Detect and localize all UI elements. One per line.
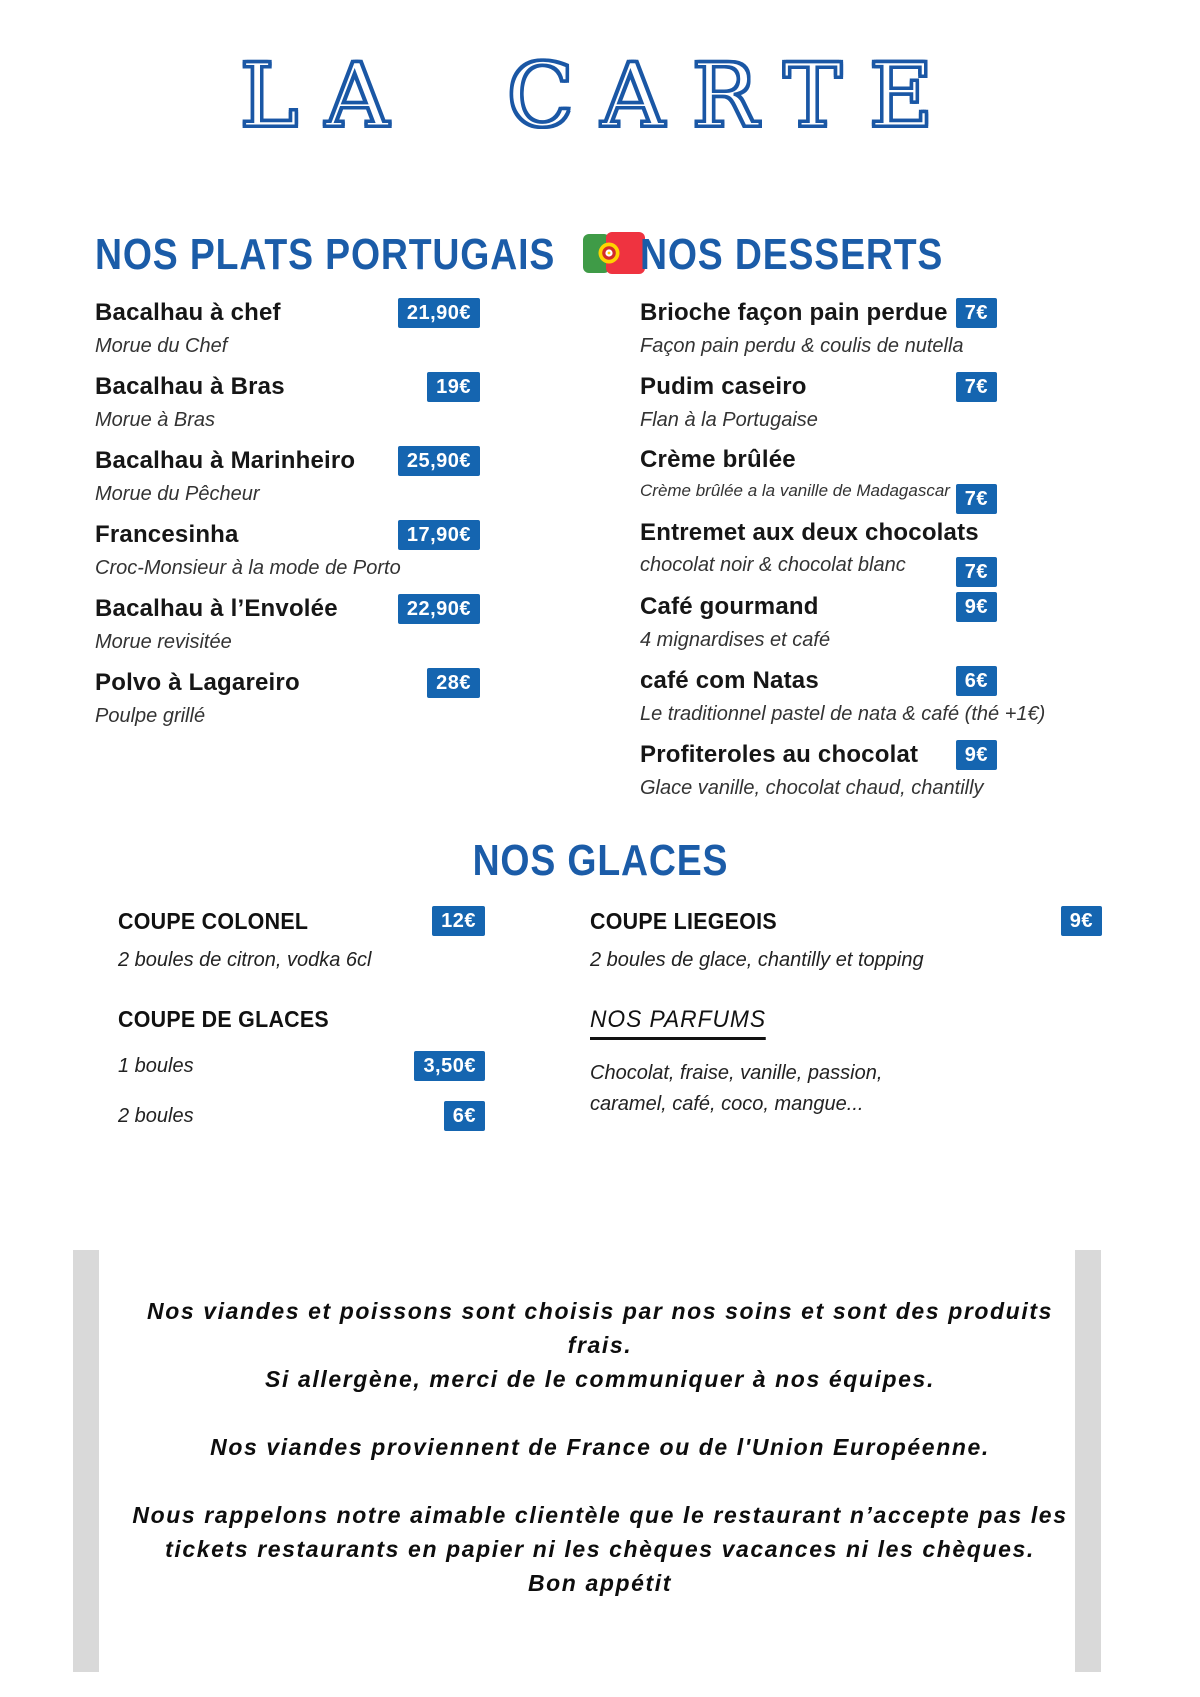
price-badge: 7€ xyxy=(956,484,997,514)
menu-item xyxy=(95,520,480,580)
item-name: Brioche façon pain perdue xyxy=(640,299,948,326)
item-description: Morue du Pêcheur xyxy=(95,483,260,505)
item-name: Bacalhau à Bras xyxy=(95,373,285,400)
menu-item xyxy=(95,668,480,728)
item-name: Bacalhau à l’Envolée xyxy=(95,595,338,622)
item-name: Entremet aux deux chocolats xyxy=(640,519,979,546)
footer-notice xyxy=(0,1250,1200,1672)
price-badge: 21,90€ xyxy=(398,298,480,328)
item-name: COUPE LIEGEOIS xyxy=(590,907,777,934)
section-glaces xyxy=(118,906,1102,1167)
item-description: Morue à Bras xyxy=(95,409,216,431)
item-description: Glace vanille, chocolat chaud, chantilly xyxy=(640,777,984,799)
menu-item xyxy=(95,298,480,358)
item-name: Bacalhau à chef xyxy=(95,299,281,326)
footer-line: Nos viandes proviennent de France ou de l'Union Européenne. xyxy=(210,1434,990,1460)
item-name: Francesinha xyxy=(95,521,239,548)
item-description: Poulpe grillé xyxy=(95,705,206,727)
item-description: Flan à la Portugaise xyxy=(640,409,818,431)
glaces-section-title: NOS GLACES xyxy=(472,836,728,885)
footer-text xyxy=(128,1294,1072,1600)
item-name: Polvo à Lagareiro xyxy=(95,669,300,696)
price-badge: 28€ xyxy=(427,668,480,698)
glaces-section-title-wrap xyxy=(0,836,1200,886)
item-description: Morue du Chef xyxy=(95,335,228,357)
menu-item xyxy=(640,740,997,800)
menu-item xyxy=(640,592,997,652)
item-name: Profiteroles au chocolat xyxy=(640,741,919,768)
price-badge: 7€ xyxy=(956,298,997,328)
section-plats-portugais xyxy=(95,226,556,814)
glaces-left-column xyxy=(118,906,485,1167)
item-description: chocolat noir & chocolat blanc xyxy=(640,554,906,576)
size-row xyxy=(118,1099,485,1133)
menu-item xyxy=(95,594,480,654)
plats-section-title: NOS PLATS PORTUGAIS xyxy=(95,230,556,279)
item-description: Le traditionnel pastel de nata & café (thé +1€) xyxy=(640,703,1046,725)
glaces-right-column xyxy=(590,906,1102,1167)
parfums-title: NOS PARFUMS xyxy=(590,1006,766,1040)
footer-line: Nous rappelons notre aimable clientèle que le restaurant n’accepte pas les tickets restaurants en papier ni les chèques vacances ni les chèques. xyxy=(132,1502,1068,1562)
item-description: 4 mignardises et café xyxy=(640,629,831,651)
price-badge: 12€ xyxy=(432,906,485,936)
price-badge: 9€ xyxy=(956,740,997,770)
page-title: LA CARTE xyxy=(239,44,961,147)
item-name: Café gourmand xyxy=(640,593,819,620)
size-label: 1 boules xyxy=(118,1054,194,1077)
price-badge: 25,90€ xyxy=(398,446,480,476)
menu-item xyxy=(640,519,997,583)
item-description: Façon pain perdu & coulis de nutella xyxy=(640,335,964,357)
parfums-list: Chocolat, fraise, vanille, passion, caramel, café, coco, mangue... xyxy=(590,1062,883,1115)
desserts-section-title: NOS DESSERTS xyxy=(640,230,944,279)
price-badge: 7€ xyxy=(956,557,997,587)
size-label: 2 boules xyxy=(118,1104,194,1127)
item-name: café com Natas xyxy=(640,667,819,694)
footer-line: Bon appétit xyxy=(527,1570,673,1596)
footer-line: Nos viandes et poissons sont choisis par nos soins et sont des produits frais. xyxy=(147,1298,1053,1358)
menu-item xyxy=(640,298,997,358)
portugal-flag-icon xyxy=(582,230,646,281)
item-description: 2 boules de citron, vodka 6cl xyxy=(118,949,372,971)
price-badge: 9€ xyxy=(1061,906,1102,936)
glaces-item xyxy=(118,906,485,972)
menu-columns xyxy=(95,226,1046,814)
item-description: Croc-Monsieur à la mode de Porto xyxy=(95,557,401,579)
left-gray-bar xyxy=(73,1250,99,1672)
item-name: COUPE DE GLACES xyxy=(118,1006,329,1032)
price-badge: 3,50€ xyxy=(414,1051,485,1081)
item-name: Bacalhau à Marinheiro xyxy=(95,447,356,474)
item-name: COUPE COLONEL xyxy=(118,907,309,934)
item-description: Morue revisitée xyxy=(95,631,232,653)
item-name: Pudim caseiro xyxy=(640,373,807,400)
menu-item xyxy=(640,372,997,432)
section-desserts xyxy=(640,226,1046,814)
menu-item xyxy=(95,372,480,432)
price-badge: 6€ xyxy=(956,666,997,696)
item-description: Crème brûlée a la vanille de Madagascar xyxy=(640,481,950,500)
price-badge: 19€ xyxy=(427,372,480,402)
price-badge: 17,90€ xyxy=(398,520,480,550)
parfums-block xyxy=(590,1006,1102,1120)
price-badge: 6€ xyxy=(444,1101,485,1131)
price-badge: 22,90€ xyxy=(398,594,480,624)
price-badge: 7€ xyxy=(956,372,997,402)
menu-item xyxy=(95,446,480,506)
item-description: 2 boules de glace, chantilly et topping xyxy=(590,949,924,971)
footer-line: Si allergène, merci de le communiquer à nos équipes. xyxy=(265,1366,935,1392)
right-gray-bar xyxy=(1075,1250,1101,1672)
size-row xyxy=(118,1049,485,1083)
menu-item xyxy=(640,666,1046,726)
item-name: Crème brûlée xyxy=(640,446,796,473)
glaces-item xyxy=(118,1006,485,1133)
price-badge: 9€ xyxy=(956,592,997,622)
menu-item xyxy=(640,446,997,510)
glaces-item xyxy=(590,906,1102,972)
